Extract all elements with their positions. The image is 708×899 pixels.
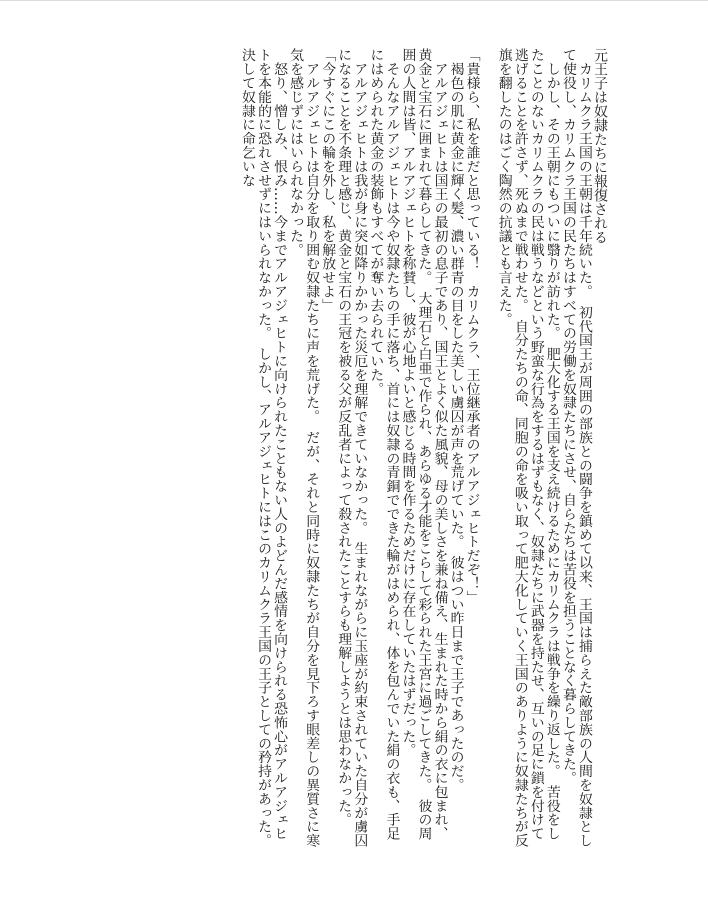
vertical-text-body — [238, 48, 608, 855]
paragraph: しかし、その王朝にもついに翳りが訪れた。 肥大化する王国を支え続けるためにカリムクラは戦争を繰り返した。 苦役をしたことのないカリムクラの民は戦うなどという野蛮な行為をするはずもなく、奴隷たちに武器を持たせ、互いの足に鎖を付けて逃げることを許さず、死ぬまで戦わせた。 自分たちの命、同胞の命を吸い取って肥大化していく王国のありように奴隷たちが反旗を翻したのはごく陶然の抗議とも言えた。 — [495, 48, 560, 848]
dialogue-line: 「今すぐにこの輪を外し、私を解放せよ」 — [319, 48, 336, 313]
paragraph: 褐色の肌に黄金に輝く髪、濃い群青の目をした美しい虜囚が声を荒げていた。 彼はつい昨日まで王子であったのだ。 — [447, 48, 464, 792]
paragraph: 怒り、憎しみ、恨み……今までアルアジェヒトに向けられたこともない人のよどんだ感情を向けられる恐怖心がアルアジェヒトを本能的に恐れさせずにはいられなかった。 しかし、アルアジェヒトにはこのカリムクラ王国の王子としての矜持があった。 決して奴隷に命乞いな — [238, 48, 288, 855]
dialogue-line: 「貴様ら、私を誰だと思っている！ カリムクラ、王位継承者のアルアジェヒトだぞ！」 — [463, 48, 480, 604]
paragraph: アルアジェヒトは我が身に突如降りかかった災厄を理解できていなかった。 生まれながらに玉座が約束されていた自分が虜囚になることを不条理と感じ、黄金と宝石の王冠を被る父が反乱者によって殺されたことすらも理解しようとは思わなかった。 — [335, 48, 368, 848]
blank-line — [480, 48, 496, 848]
paragraph: カリムクラ王国の王朝は千年続いた。 初代国王が周囲の部族との闘争を鎮めて以来、王国は捕らえた敵部族の人間を奴隷として使役し、カリムクラ王国の民たちはすべての労働を奴隷たちにさせ、自らたちは苦役を担うことなく暮らしてきた。 — [559, 48, 592, 848]
paragraph: アルアジェヒトは自分を取り囲む奴隷たちに声を荒げた。 だが、それと同時に奴隷たちが自分を見下ろす眼差しの異質さに寒気を感じずにはいられなかった。 — [287, 48, 320, 848]
paragraph: そんなアルアジェヒトは今や奴隷たちの手に落ち、首には奴隷の青銅でできた輪がはめられ、体を包んでいた絹の衣も、手足にはめられた黄金の装飾もすべてが奪い去られていた。 — [367, 48, 400, 841]
paragraph: アルアジェヒトは国王の最初の息子であり、国王とよく似た風貌、母の美しさを兼ね備え、生まれた時から絹の衣に包まれ、黄金と宝石に囲まれて暮らしてきた。 大理石と白亜で作られ、あらゆる才能をこらして彩られた王宮に過ごしてきた。 彼の周囲の人間は皆、アルアジェヒトを称賛し、彼が心地よいと感じる時間を作るためだけに存在していたはずだった。 — [399, 48, 448, 841]
chapter-title: 元王子は奴隷たちに報復される — [592, 48, 608, 244]
